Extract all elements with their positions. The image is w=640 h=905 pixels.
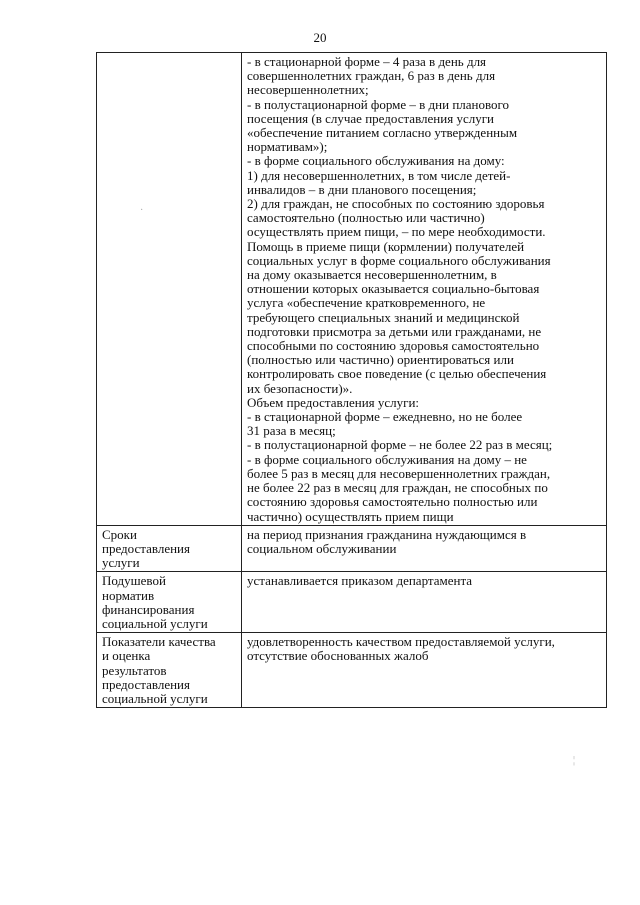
content-line: отношении которых оказывается социально-бытовая <box>247 281 540 297</box>
row-label-line: результатов <box>102 662 167 678</box>
content-line: устанавливается приказом департамента <box>247 573 473 589</box>
service-table-body <box>97 53 607 708</box>
content-line: социальных услуг в форме социального обслуживания <box>247 252 551 268</box>
content-line: Объем предоставления услуги: <box>247 394 420 410</box>
row-label-cell <box>97 53 242 526</box>
row-label-line: услуги <box>102 555 140 571</box>
content-line: - в форме социального обслуживания на дому – не <box>247 451 527 467</box>
content-line: посещения (в случае предоставления услуги <box>247 110 494 126</box>
row-label-line: норматив <box>102 587 155 603</box>
row-content-cell <box>242 572 607 633</box>
content-line: несовершеннолетних; <box>247 82 369 98</box>
content-line: требующего специальных знаний и медицинской <box>247 309 520 325</box>
row-label-line: социальной услуги <box>102 615 208 631</box>
content-line: совершеннолетних граждан, 6 раз в день для <box>247 68 496 84</box>
scan-speck: · <box>140 205 144 216</box>
row-label-cell <box>97 572 242 633</box>
content-line: 31 раза в месяц; <box>247 423 336 439</box>
content-line: - в полустационарной форме – не более 22 раз в месяц; <box>247 437 553 453</box>
content-line: (полностью или частично) ориентироваться или <box>247 352 514 368</box>
row-content-cell <box>242 633 607 708</box>
content-line: осуществлять прием пищи, – по мере необходимости. <box>247 224 546 240</box>
row-content-cell <box>242 53 607 526</box>
content-line: отсутствие обоснованных жалоб <box>247 648 429 664</box>
row-label-line: предоставления <box>102 676 190 692</box>
content-line: не более 22 раз в месяц для граждан, не способных по <box>247 480 548 496</box>
table-row <box>97 525 607 572</box>
content-line: их безопасности)». <box>247 380 353 396</box>
row-label-cell <box>97 633 242 708</box>
content-line: Помощь в приеме пищи (кормлении) получателей <box>247 238 525 254</box>
content-line: частично) осуществлять прием пищи <box>247 508 454 524</box>
row-label-cell <box>97 525 242 572</box>
content-line: на дому оказывается несовершеннолетним, в <box>247 267 497 283</box>
content-line: на период признания гражданина нуждающимся в <box>247 526 527 542</box>
page-number: 20 <box>313 30 327 45</box>
table-row <box>97 572 607 633</box>
content-line: подготовки присмотра за детьми или гражданами, не <box>247 323 542 339</box>
content-line: - в стационарной форме – ежедневно, но не более <box>247 409 523 425</box>
content-line: - в полустационарной форме – в дни планового <box>247 96 510 112</box>
content-line: - в форме социального обслуживания на дому: <box>247 153 505 169</box>
content-line: удовлетворенность качеством предоставляемой услуги, <box>247 634 555 650</box>
content-line: нормативам»); <box>247 139 328 155</box>
scan-speck: ¦ <box>573 755 576 766</box>
content-line: контролировать свое поведение (с целью обеспечения <box>247 366 547 382</box>
row-label-line: и оценка <box>102 648 151 664</box>
content-line: 1) для несовершеннолетних, в том числе детей- <box>247 167 511 183</box>
row-label-line: финансирования <box>102 601 195 617</box>
content-line: инвалидов – в дни планового посещения; <box>247 181 477 197</box>
content-line: социальном обслуживании <box>247 540 397 556</box>
row-label-line: Подушевой <box>102 573 166 589</box>
row-label-line: Показатели качества <box>102 634 216 650</box>
row-content-cell <box>242 525 607 572</box>
row-label-line: социальной услуги <box>102 690 208 706</box>
content-line: «обеспечение питанием согласно утвержденным <box>247 125 518 141</box>
content-line: состоянию здоровья самостоятельно полностью или <box>247 494 538 510</box>
row-label-line: предоставления <box>102 540 190 556</box>
table-row <box>97 633 607 708</box>
content-line: услуга «обеспечение кратковременного, не <box>247 295 486 311</box>
content-line: самостоятельно (полностью или частично) <box>247 210 485 226</box>
content-line: - в стационарной форме – 4 раза в день для <box>247 54 487 69</box>
content-line: 2) для граждан, не способных по состоянию здоровья <box>247 196 545 212</box>
table-row <box>97 53 607 526</box>
content-line: способными по состоянию здоровья самостоятельно <box>247 338 540 354</box>
service-table <box>96 52 607 708</box>
row-label-line: Сроки <box>102 526 137 542</box>
content-line: более 5 раз в месяц для несовершеннолетних граждан, <box>247 465 551 481</box>
